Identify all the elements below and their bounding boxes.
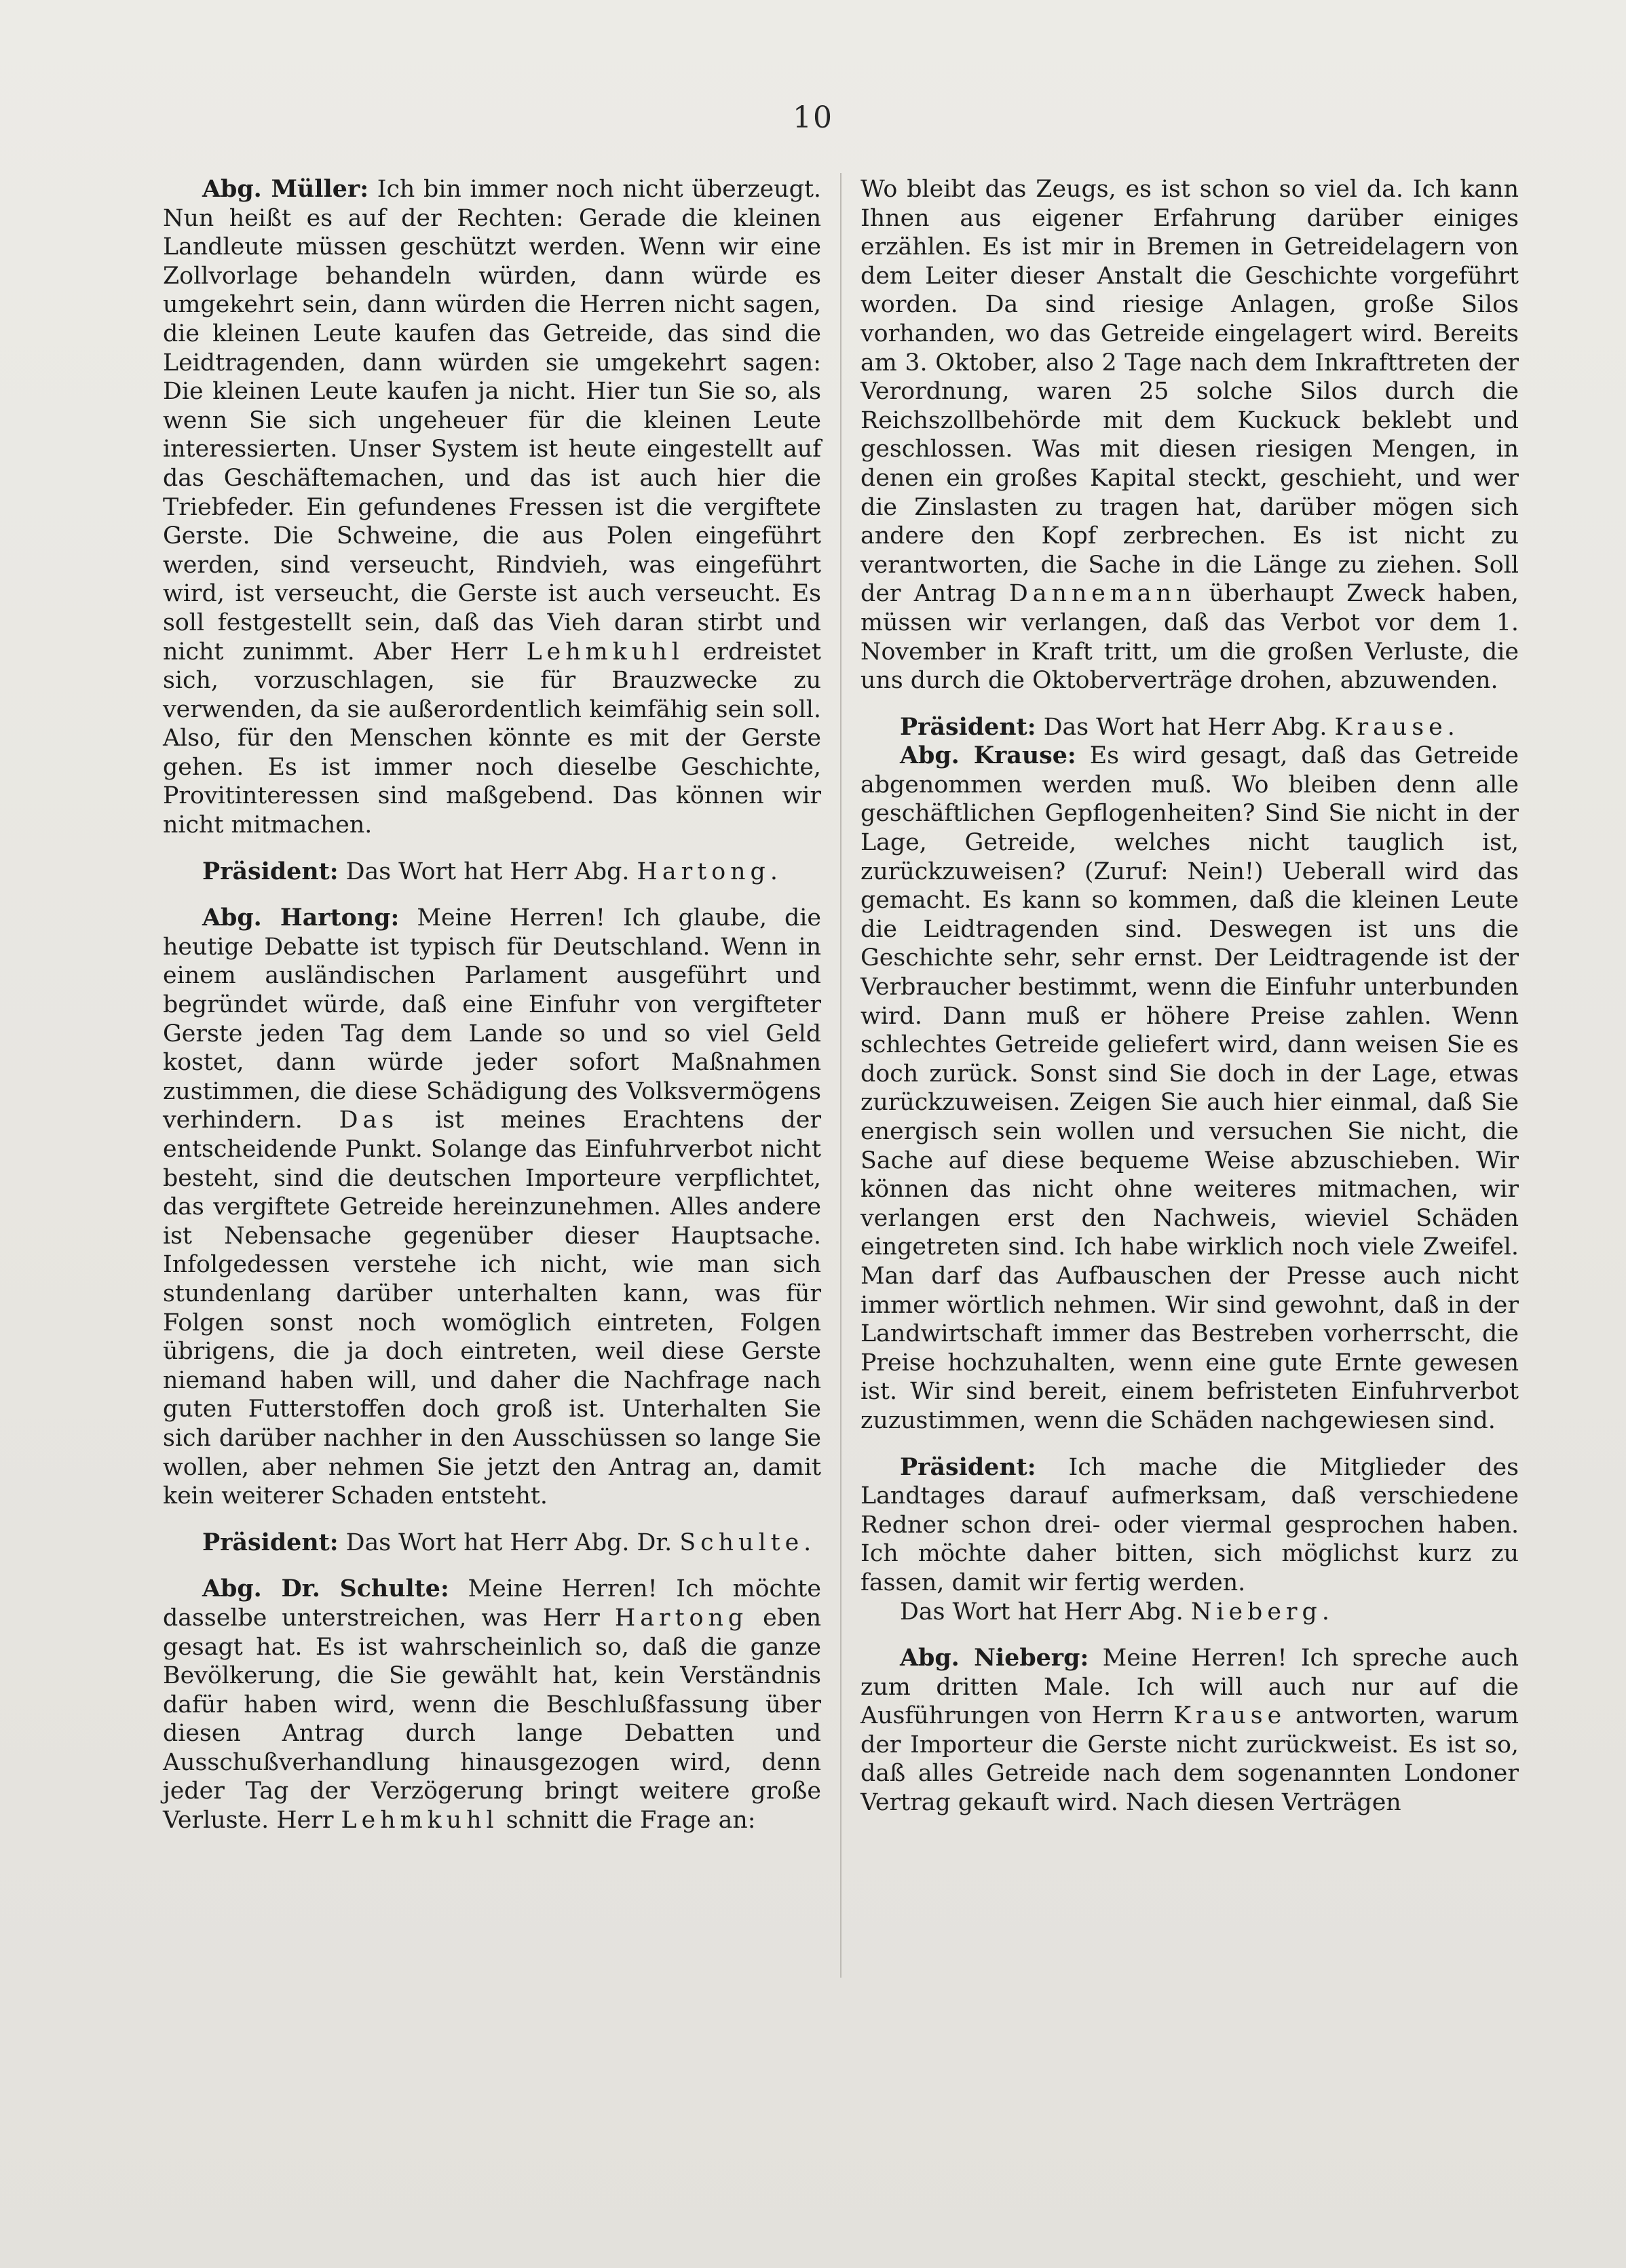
speaker-label: Präsident: — [900, 712, 1036, 741]
spaced-name: Krause — [1173, 1702, 1287, 1730]
paragraph-praesident-5: Das Wort hat Herr Abg. Nieberg. — [900, 1598, 1329, 1626]
paragraph-krause: Abg. Krause: Es wird gesagt, daß das Getreide abgenommen werden muß. Wo bleiben denn alle geschäftlichen Gepflogenheiten? Sind Sie nicht in der Lage, Getreide, welches nicht tauglich ist, zurückzuweisen? (Zuruf: Nein!) Ueberall wird das gemacht. Es kann so kommen, daß die kleinen Leute die Leidtragenden sind. Deswegen ist uns die Geschichte sehr, sehr ernst. Der Leidtragende ist der Verbraucher bestimmt, wenn die Einfuhr unterbunden wird. Dann muß er höhere Preise zahlen. Wenn schlechtes Getreide geliefert wird, dann weisen Sie es doch zurück. Sonst sind Sie doch in der Lage, etwas zurückzuweisen. Zeigen Sie auch hier einmal, daß Sie energisch sein wollen und versuchen Sie nicht, die Sache auf diese bequeme Weise abzuschieben. Wir können das nicht ohne weiteres mitmachen, wir verlangen erst den Nachweis, wieviel Schäden eingetreten sind. Ich habe wirklich noch viele Zweifel. Man darf das Aufbauschen der Presse auch nicht immer wörtlich nehmen. Wir sind gewohnt, daß in der Landwirtschaft immer das Bestreben vorherrscht, die Preise hochzuhalten, wenn eine gute Ernte gewesen ist. Wir sind bereit, einem befristeten Einfuhrverbot zuzustimmen, wenn die Schäden nachgewiesen sind. — [861, 742, 1519, 1434]
paragraph-praesident-1: Präsident: Das Wort hat Herr Abg. Hartong. — [202, 857, 778, 885]
paragraph-hartong: Abg. Hartong: Meine Herren! Ich glaube, die heutige Debatte ist typisch für Deutschland. Wenn in einem ausländischen Parlament ausgeführt und begründet würde, daß eine Einfuhr von vergifteter Gerste jeden Tag dem Lande so und so viel Geld kostet, dann würde jeder sofort Maßnahmen zustimmen, die diese Schädigung des Volksvermögens verhindern. Das ist meines Erachtens der entscheidende Punkt. Solange das Einfuhrverbot nicht besteht, sind die deutschen Importeure verpflichtet, das vergiftete Getreide hereinzunehmen. Alles andere ist Nebensache gegenüber dieser Hauptsache. Infolgedessen verstehe ich nicht, wie man sich stundenlang darüber unterhalten kann, was für Folgen sonst noch womöglich eintreten, Folgen übrigens, die ja doch eintreten, weil diese Gerste niemand haben will, und daher die Nachfrage nach guten Futterstoffen doch groß ist. Unterhalten Sie sich darüber nachher in den Ausschüssen so lange Sie wollen, aber nehmen Sie jetzt den Antrag an, damit kein weiterer Schaden entsteht. — [163, 904, 822, 1510]
speaker-label: Abg. Dr. Schulte: — [202, 1575, 449, 1603]
left-column — [163, 175, 821, 1835]
spaced-name: Lehmkuhl — [526, 638, 684, 666]
spaced-name: Hartong — [614, 1604, 749, 1632]
paragraph-praesident-2: Präsident: Das Wort hat Herr Abg. Dr. Schulte. — [202, 1528, 812, 1556]
speaker-label: Abg. Müller: — [202, 175, 369, 203]
spaced-name: Nieberg — [1190, 1598, 1322, 1626]
right-column — [861, 175, 1519, 1818]
spaced-name: Dannemann — [1008, 580, 1196, 608]
spaced-name: Schulte — [679, 1529, 804, 1556]
speaker-label: Präsident: — [202, 857, 339, 885]
paragraph-praesident-4: Präsident: Ich mache die Mitglieder des Landtages darauf aufmerksam, daß verschiedene Redner schon drei- oder viermal gesprochen haben. Ich möchte daher bitten, sich möglichst kurz zu fassen, damit wir fertig werden. — [861, 1453, 1519, 1596]
paragraph-schulte: Abg. Dr. Schulte: Meine Herren! Ich möchte dasselbe unterstreichen, was Herr Hartong eben gesagt hat. Es ist wahrscheinlich so, daß die ganze Bevölkerung, die Sie gewählt hat, kein Verständnis dafür haben wird, wenn die Beschlußfassung über diesen Antrag durch lange Debatten und Ausschußverhandlung hinausgezogen wird, denn jeder Tag der Verzögerung bringt weitere große Verluste. Herr Lehmkuhl schnitt die Frage an: — [163, 1575, 822, 1834]
spaced-name: Lehmkuhl — [341, 1807, 499, 1834]
column-divider — [840, 173, 842, 1978]
speaker-label: Abg. Krause: — [900, 742, 1076, 770]
speaker-label: Präsident: — [900, 1453, 1036, 1481]
speaker-label: Präsident: — [202, 1528, 339, 1556]
speaker-label: Abg. Nieberg: — [900, 1644, 1089, 1672]
page-number: 10 — [793, 100, 833, 135]
paragraph-mueller: Abg. Müller: Ich bin immer noch nicht überzeugt. Nun heißt es auf der Rechten: Gerade die kleinen Landleute müssen geschützt werden. Wenn wir eine Zollvorlage behandeln würden, dann würde es umgekehrt sein, dann würden die Herren nicht sagen, die kleinen Leute kaufen das Getreide, das sind die Leidtragenden, dann würden sie umgekehrt sagen: Die kleinen Leute kaufen ja nicht. Hier tun Sie so, als wenn Sie sich ungeheuer für die kleinen Leute interessierten. Unser System ist heute eingestellt auf das Geschäftemachen, und das ist auch hier die Triebfeder. Ein gefundenes Fressen ist die vergiftete Gerste. Die Schweine, die aus Polen eingeführt werden, sind verseucht, Rindvieh, was eingeführt wird, ist verseucht, die Gerste ist auch verseucht. Es soll festgestellt sein, daß das Vieh daran stirbt und nicht zunimmt. Aber Herr Lehmkuhl erdreistet sich, vorzuschlagen, sie für Brauzwecke zu verwenden, da sie außerordentlich keimfähig sein soll. Also, für den Menschen könnte es mit der Gerste gehen. Es ist immer noch dieselbe Geschichte, Provitinteressen sind maßgebend. Das können wir nicht mitmachen. — [163, 175, 821, 839]
paragraph-praesident-3: Präsident: Das Wort hat Herr Abg. Krause. — [900, 712, 1455, 741]
speaker-label: Abg. Hartong: — [202, 904, 400, 932]
spaced-name: Hartong — [637, 858, 770, 885]
paragraph-nieberg: Abg. Nieberg: Meine Herren! Ich spreche auch zum dritten Male. Ich will auch nur auf die Ausführungen von Herrn Krause antworten, warum der Importeur die Gerste nicht zurückweist. Es ist so, daß alles Getreide nach dem sogenannten Londoner Vertrag gekauft wird. Nach diesen Verträgen — [861, 1644, 1519, 1817]
paragraph-continuation: Wo bleibt das Zeugs, es ist schon so viel da. Ich kann Ihnen aus eigener Erfahrung darüber einiges erzählen. Es ist mir in Bremen in Getreidelagern von dem Leiter dieser Anstalt die Geschichte vorgeführt worden. Da sind riesige Anlagen, große Silos vorhanden, wo das Getreide eingelagert wird. Bereits am 3. Oktober, also 2 Tage nach dem Inkrafttreten der Verordnung, waren 25 solche Silos durch die Reichszollbehörde mit dem Kuckuck beklebt und geschlossen. Was mit diesen riesigen Mengen, in denen ein großes Kapital steckt, geschieht, und wer die Zinslasten zu tragen hat, darüber mögen sich andere den Kopf zerbrechen. Es ist nicht zu verantworten, die Sache in die Länge zu ziehen. Soll der Antrag Dannemann überhaupt Zweck haben, müssen wir verlangen, daß das Verbot vor dem 1. November in Kraft tritt, um die großen Verluste, die uns durch die Oktoberverträge drohen, abzuwenden. — [861, 176, 1519, 695]
spaced-name: Krause — [1334, 713, 1448, 741]
spaced-word: Das — [339, 1107, 399, 1134]
